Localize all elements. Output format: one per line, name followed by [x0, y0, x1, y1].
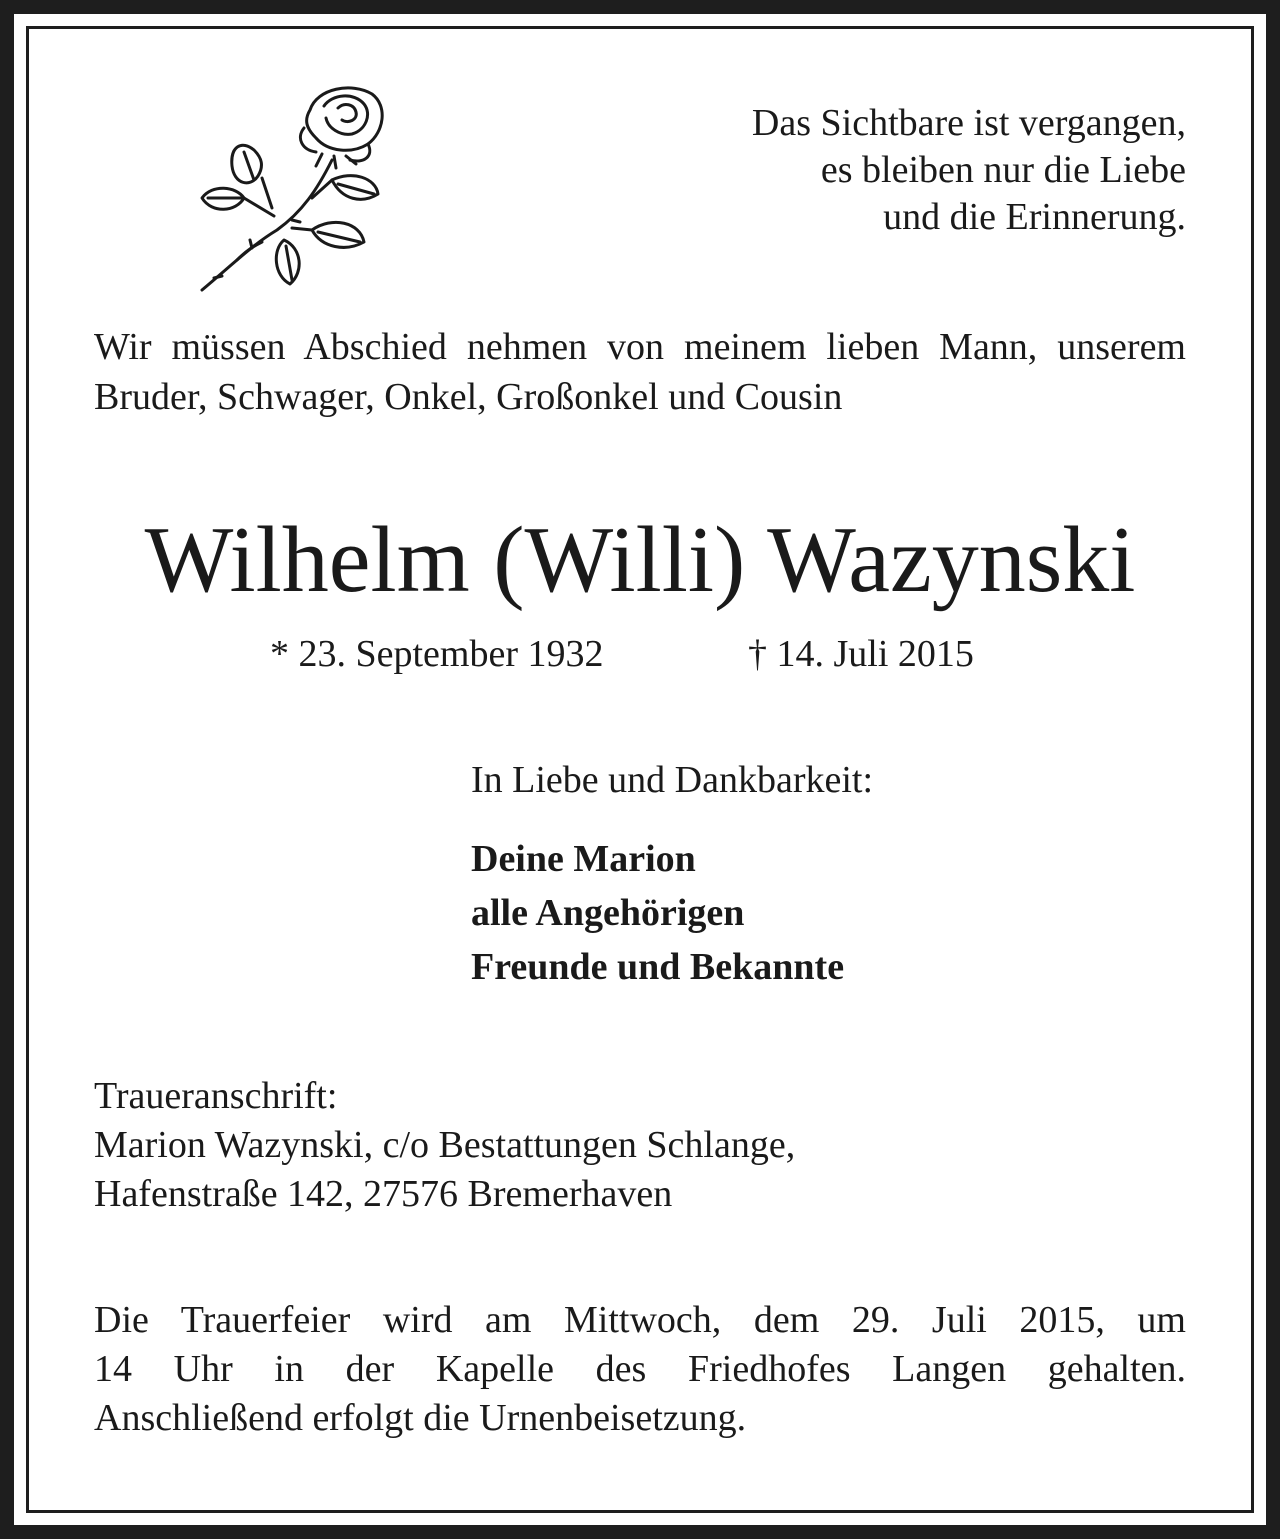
- funeral-line-3: Anschließend erfolgt die Urnenbeisetzung.: [94, 1397, 747, 1439]
- mourning-address: [94, 1072, 795, 1219]
- address-heading: Traueranschrift:: [94, 1075, 338, 1117]
- death-date: † 14. Juli 2015: [748, 633, 974, 675]
- rose-icon: [192, 80, 392, 300]
- birth-date: * 23. September 1932: [270, 633, 604, 675]
- signer-item: Freunde und Bekannte: [471, 946, 845, 988]
- signer-item: alle Angehörigen: [471, 892, 745, 934]
- thanks-line: In Liebe und Dankbarkeit:: [471, 759, 874, 801]
- funeral-line-1: Die Trauerfeier wird am Mittwoch, dem 29. Juli 2015, um: [94, 1299, 1186, 1341]
- funeral-info: [94, 1296, 1186, 1443]
- motto-line-3: und die Erinnerung.: [883, 196, 1186, 238]
- motto-line-2: es bleiben nur die Liebe: [820, 149, 1186, 191]
- intro-paragraph: Wir müssen Abschied nehmen von meinem lieben Mann, unserem Bruder, Schwager, Onkel, Großonkel und Cousin: [94, 326, 1186, 418]
- motto-line-1: Das Sichtbare ist vergangen,: [751, 102, 1186, 144]
- address-line-2: Hafenstraße 142, 27576 Bremerhaven: [94, 1173, 673, 1215]
- funeral-line-2: 14 Uhr in der Kapelle des Friedhofes Langen gehalten.: [94, 1348, 1186, 1390]
- motto-verse: [752, 100, 1186, 241]
- signer-item: Deine Marion: [471, 838, 696, 880]
- deceased-name: Wilhelm (Willi) Wazynski: [144, 508, 1136, 612]
- signers-list: [471, 832, 844, 994]
- address-line-1: Marion Wazynski, c/o Bestattungen Schlange,: [94, 1124, 796, 1166]
